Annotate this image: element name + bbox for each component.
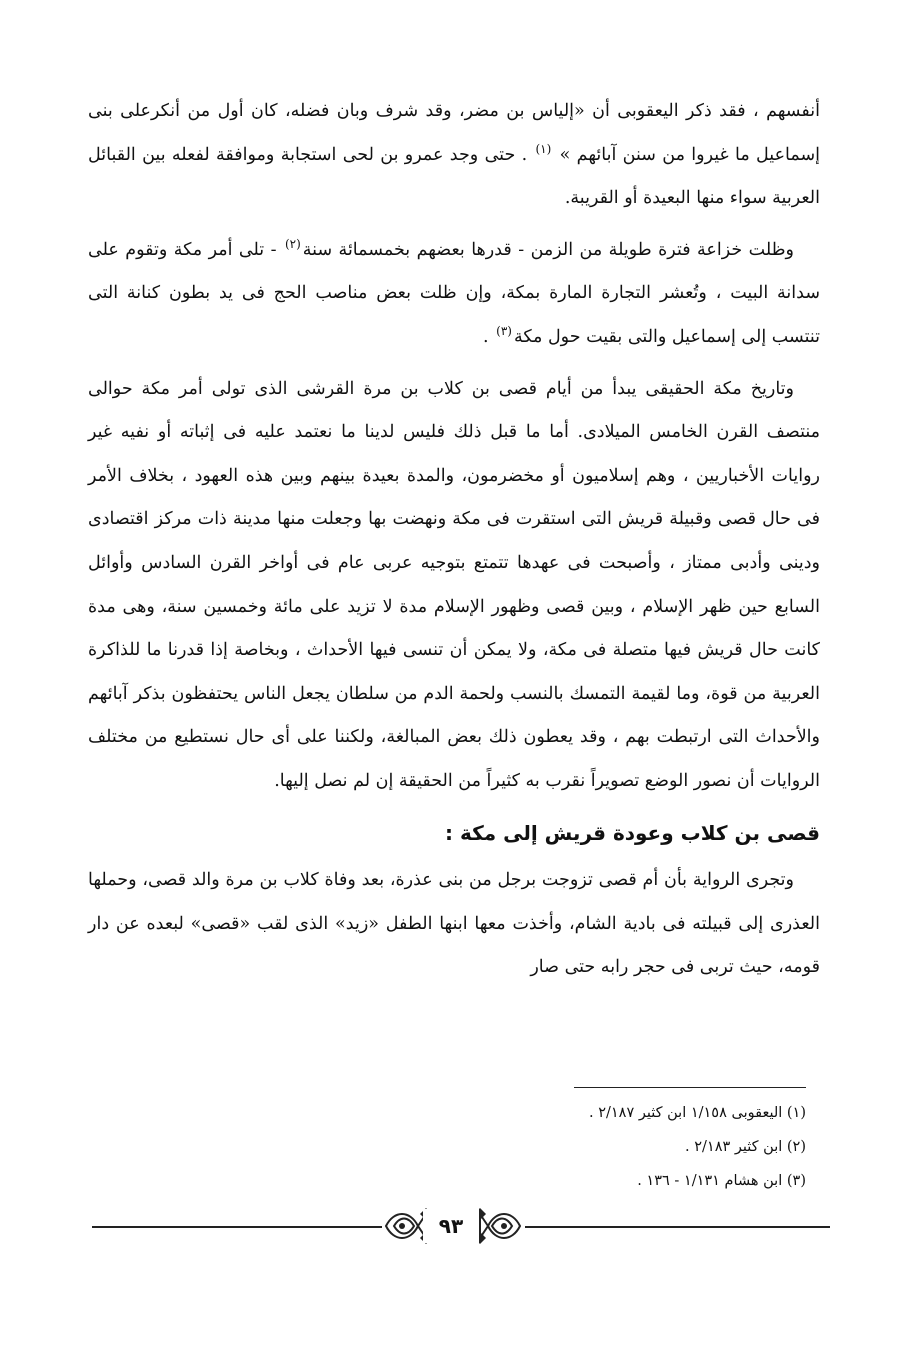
- bottom-rule-right: [525, 1226, 830, 1228]
- paragraph-2-text-b: - تلى أمر مكة وتقوم على سدانة البيت ، وتُعشر التجارة المارة بمكة، وإن ظلت بعض مناصب الحج فى يد بطون كنانة التى تنتسب إلى إسماعيل والتى بقيت حول مكة: [88, 239, 820, 347]
- paragraph-2-text-a: وظلت خزاعة فترة طويلة من الزمن - قدرها بعضهم بخمسمائة سنة: [302, 239, 794, 260]
- paragraph-4: وتجرى الرواية بأن أم قصى تزوجت برجل من بنى عذرة، بعد وفاة كلاب بن مرة والد قصى، وحملها العذرى إلى قبيلته فى بادية الشام، وأخذت معها ابنها الطفل «زيد» الذى لقب «قصى» لبعده عن دار قومه، حيث تربى فى حجر رابه حتى صار: [88, 870, 820, 978]
- footnote-ref-1: (١): [535, 141, 552, 156]
- footnote-2: (٢) ابن كثير ٢/١٨٣ .: [685, 1139, 806, 1155]
- footnote-separator: [574, 1087, 806, 1088]
- footnote-1: (١) اليعقوبى ١/١٥٨ ابن كثير ٢/١٨٧ .: [588, 1105, 806, 1121]
- paragraph-3: وتاريخ مكة الحقيقى يبدأ من أيام قصى بن كلاب بن مرة القرشى الذى تولى أمر مكة حوالى منتصف القرن الخامس الميلادى. أما ما قبل ذلك فليس لدينا ما نعتمد عليه فى إثباته أو نفيه غير روايات الأخباريين ، وهم إسلاميون أو مخضرمون، والمدة بعيدة بينهم وبين هذه العهود ، بخلاف الأمر فى حال قصى وقبيلة قريش التى استقرت فى مكة ونهضت بها وجعلت منها مدينة ذات مركز اقتصادى ودينى وأدبى ممتاز ، وأصبحت فى عهدها تتمتع بتوجيه عربى عام فى أواخر القرن السادس وأوائل السابع حين ظهر الإسلام ، وبين قصى وظهور الإسلام مدة لا تزيد على مائة وخمسين سنة، وهى مدة كانت حال قريش فيها متصلة فى مكة، ولا يمكن أن تنسى فيها الأحداث ، وبخاصة إذا قدرنا ما للذاكرة العربية من قوة، وما لقيمة التمسك بالنسب ولحمة الدم من سلطان يجعل الناس يحتفظون بذكر آبائهم والأحداث التى ارتبطت بهم ، وقد يعطون ذلك بعض المبالغة، ولكننا على أى حال نستطيع من مختلف الروايات أن نصور الوضع تصويراً نقرب به كثيراً من الحقيقة إن لم نصل إليها.: [88, 378, 820, 791]
- footnote-ref-2: (٢): [284, 236, 301, 251]
- footnote-3: (٣) ابن هشام ١/١٣١ - ١٣٦ .: [637, 1173, 806, 1189]
- paragraph-1-text-b: . حتى وجد عمرو بن لحى استجابة وموافقة لفعله بين القبائل العربية سواء منها البعيدة أو القريبة.: [88, 144, 820, 209]
- page-number: ٩٣: [423, 1209, 479, 1243]
- footnotes: [106, 1096, 806, 1198]
- paragraph-1-text-a: أنفسهم ، فقد ذكر اليعقوبى أن «إلياس بن مضر، وقد شرف وبان فضله، كان أول من أنكرعلى بنى إسماعيل ما غيروا من سنن آبائهم »: [88, 101, 820, 165]
- paragraph-2-text-c: .: [483, 326, 495, 347]
- footnote-ref-3: (٣): [496, 324, 512, 339]
- paragraph-1: [88, 90, 820, 221]
- bottom-rule-left: [92, 1226, 382, 1228]
- main-text: [88, 90, 820, 990]
- paragraph-2: [88, 229, 820, 360]
- section-heading: قصى بن كلاب وعودة قريش إلى مكة :: [445, 820, 820, 845]
